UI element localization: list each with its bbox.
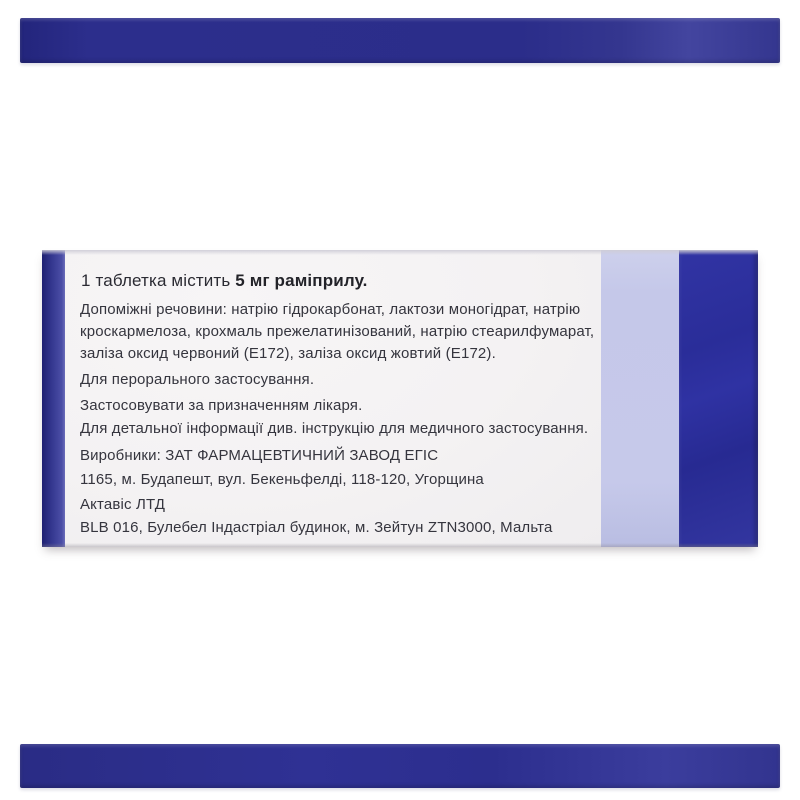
carton-left-edge-strip bbox=[42, 250, 65, 547]
carton-back-panel bbox=[42, 250, 758, 547]
excipients-line-2: кроскармелоза, крохмаль прежелатинізований, натрію стеарилфумарат, bbox=[80, 323, 595, 340]
lavender-stripe bbox=[601, 250, 679, 547]
manufacturer-name: Виробники: ЗАТ ФАРМАЦЕВТИЧНИЙ ЗАВОД ЕГІС bbox=[80, 447, 439, 464]
manufacturer2-address: BLB 016, Булебел Індастріал будинок, м. Зейтун ZTN3000, Мальта bbox=[80, 519, 553, 536]
usage-statement: Для перорального застосування. bbox=[80, 371, 315, 388]
carton-right-blue-panel bbox=[679, 250, 758, 547]
carton-top-edge-highlight bbox=[42, 250, 758, 255]
excipients-line-3: заліза оксид червоний (Е172), заліза оксид жовтий (Е172). bbox=[80, 345, 496, 362]
info-statement: Для детальної інформації див. інструкцію для медичного застосування. bbox=[80, 420, 589, 437]
excipients-text bbox=[80, 299, 594, 365]
carton-top-panel-band bbox=[20, 18, 780, 63]
dosage-statement bbox=[81, 271, 368, 291]
dosage-prefix: 1 таблетка містить bbox=[81, 271, 236, 290]
manufacturer-address: 1165, м. Будапешт, вул. Бекеньфелді, 118-120, Угорщина bbox=[80, 471, 484, 488]
carton-bottom-edge-shade bbox=[42, 543, 758, 547]
dosage-strength: 5 мг раміприлу. bbox=[235, 271, 368, 290]
carton-bottom-panel-band bbox=[20, 744, 780, 788]
prescription-statement: Застосовувати за призначенням лікаря. bbox=[80, 397, 363, 414]
excipients-line-1: Допоміжні речовини: натрію гідрокарбонат, лактози моногідрат, натрію bbox=[80, 301, 581, 318]
manufacturer2-name: Актавіс ЛТД bbox=[80, 496, 166, 513]
